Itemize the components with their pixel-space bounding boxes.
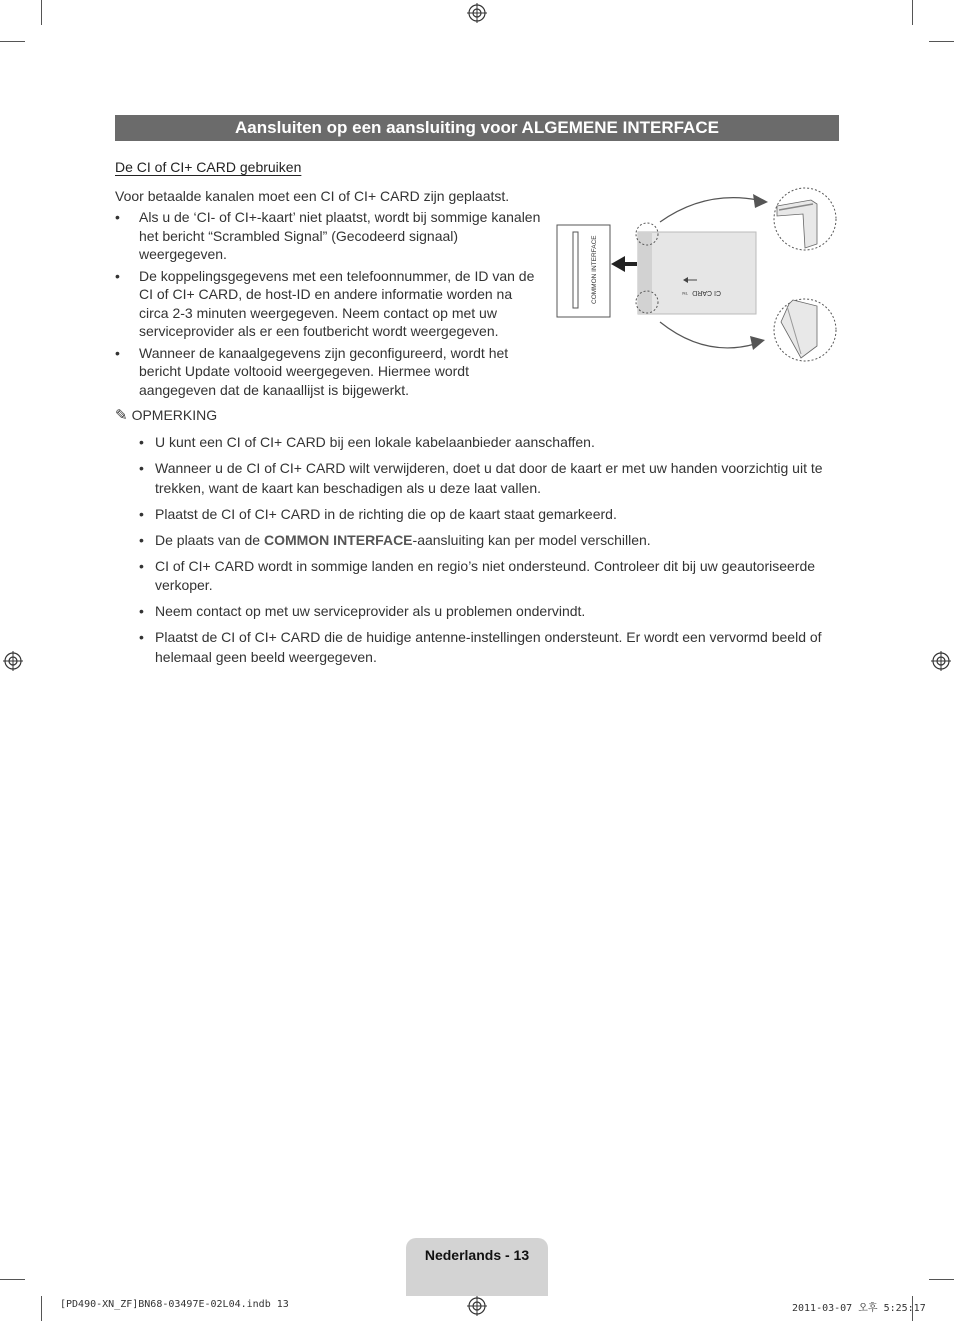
list-item xyxy=(139,505,839,525)
common-interface-slot xyxy=(557,225,610,317)
crop-mark xyxy=(41,0,42,25)
list-item-text: Wanneer u de CI of CI+ CARD wilt verwijderen, doet u dat door de kaart er met uw handen voorzichtig uit te trekken, want de kaart kan beschadigen als u deze laat vallen. xyxy=(155,460,823,496)
list-item xyxy=(139,602,839,622)
ci-card-edge xyxy=(638,232,652,314)
list-item xyxy=(139,531,839,551)
bullet-list xyxy=(115,208,545,402)
crop-mark xyxy=(929,41,954,42)
crop-mark xyxy=(912,0,913,25)
card-label: CI CARD xyxy=(692,289,721,296)
registration-mark-icon xyxy=(931,651,951,671)
list-item xyxy=(139,628,839,667)
bullet: • xyxy=(139,531,144,548)
zoom-arrow-bottom-head xyxy=(750,336,765,350)
print-slug-timestamp: 2011-03-07 오후 5:25:17 xyxy=(792,1303,926,1314)
bullet: • xyxy=(139,505,144,522)
crop-mark xyxy=(0,1279,25,1280)
crop-mark xyxy=(929,1279,954,1280)
list-item xyxy=(139,557,839,596)
list-item xyxy=(139,459,839,498)
note-label: OPMERKING xyxy=(131,407,218,423)
zoom-arrow-bottom xyxy=(660,322,755,348)
list-item-text-bold: COMMON INTERFACE xyxy=(263,531,413,548)
list-item-text-post: -aansluiting kan per model verschillen. xyxy=(412,531,651,548)
list-item xyxy=(115,344,545,400)
intro-paragraph: Voor betaalde kanalen moet een CI of CI+ CARD zijn geplaatst. xyxy=(115,188,510,204)
list-item xyxy=(115,267,545,341)
bullet: • xyxy=(115,267,120,284)
zoom-arrow-top xyxy=(660,198,758,222)
insert-arrow-head xyxy=(611,256,625,272)
list-item-text: Neem contact op met uw serviceprovider als u problemen ondervindt. xyxy=(155,603,586,619)
page-number-tab: Nederlands - 13 xyxy=(406,1238,548,1296)
subsection-title: De CI of CI+ CARD gebruiken xyxy=(115,159,302,175)
list-item-text: U kunt een CI of CI+ CARD bij een lokale kabelaanbieder aanschaffen. xyxy=(155,434,595,450)
section-header: Aansluiten op een aansluiting voor ALGEMENE INTERFACE xyxy=(115,115,839,141)
bullet: • xyxy=(139,557,144,574)
list-item-text: Als u de ‘CI- of CI+-kaart’ niet plaatst, wordt bij sommige kanalen het bericht “Scrambled Signal” (Gecodeerd signaal) weergegeven. xyxy=(139,209,541,262)
registration-mark-icon xyxy=(467,1296,487,1316)
list-item xyxy=(115,208,545,264)
ci-card xyxy=(638,232,756,314)
card-tm: TM xyxy=(682,291,688,296)
crop-mark xyxy=(0,41,25,42)
slot-label: COMMON INTERFACE xyxy=(591,235,598,304)
bullet: • xyxy=(115,344,120,361)
bullet: • xyxy=(139,434,144,450)
note-header xyxy=(115,406,217,424)
crop-mark xyxy=(41,1296,42,1321)
registration-mark-icon xyxy=(467,3,487,23)
bullet: • xyxy=(139,603,144,619)
list-item-text: CI of CI+ CARD wordt in sommige landen en regio’s niet ondersteund. Controleer dit bij uw geautoriseerde verkoper. xyxy=(155,557,816,593)
list-item-text-pre: De plaats van de xyxy=(155,531,264,548)
list-item-text: Plaatst de CI of CI+ CARD in de richting die op de kaart staat gemarkeerd. xyxy=(155,505,617,522)
ci-card-insertion-illustration xyxy=(555,186,840,366)
list-item xyxy=(139,433,839,453)
list-item-text: Wanneer de kanaalgegevens zijn geconfigureerd, wordt het bericht Update voltooid weergegeven. Hiermee wordt aangegeven dat de kanaallijst is bijgewerkt. xyxy=(139,344,509,398)
list-item-text: De koppelingsgegevens met een telefoonnummer, de ID van de CI of CI+ CARD, de host-ID en andere informatie worden na circa 2-3 minuten weergegeven. Neem contact op met uw serviceprovider als er een foutbericht wordt weergegeven. xyxy=(139,267,535,339)
bullet: • xyxy=(139,460,144,476)
zoom-arrow-top-head xyxy=(753,194,768,208)
registration-mark-icon xyxy=(3,651,23,671)
bullet: • xyxy=(115,209,120,225)
pencil-icon: ✎ xyxy=(115,407,128,424)
note-list xyxy=(139,433,839,674)
print-slug-file: [PD490-XN_ZF]BN68-03497E-02L04.indb 13 xyxy=(60,1299,289,1310)
list-item-text: Plaatst de CI of CI+ CARD die de huidige antenne-instellingen ondersteunt. Er wordt een vervormd beeld of helemaal geen beeld weergegeven. xyxy=(155,629,822,665)
bullet: • xyxy=(139,629,144,645)
